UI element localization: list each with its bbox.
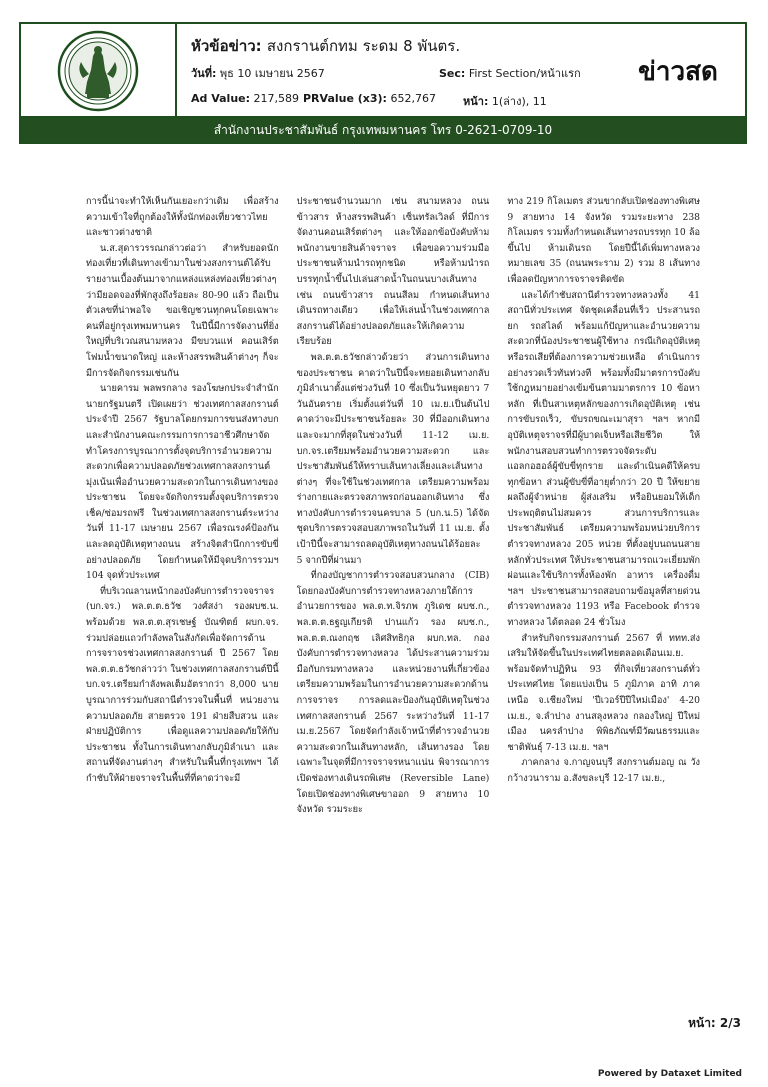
office-contact-bar: สำนักงานประชาสัมพันธ์ กรุงเทพมหานคร โทร 0-2621-0709-10 (21, 116, 745, 142)
clipping-meta (191, 28, 611, 118)
paragraph: นายคารม พลพรกลาง รองโฆษกประจำสำนักนายกรัฐมนตรี เปิดเผยว่า ช่วงเทศกาลสงกรานต์ประจำปี 2567 รัฐบาลโดยกรมการขนส่งทางบกและสำนักงานคณะกรรมการการอาชีวศึกษาจัดทำโครงการบูรณาการตั้งจุดบริการอำนวยความสะดวกเพื่อความปลอดภัยช่วงเทศกาลสงกรานต์ มุ่งเน้นเพื่ออำนวยความสะดวกในการเดินทางของประชาชน โดยจะจัดกิจกรรมตั้งจุดบริการตรวจเช็ค/ซ่อมรถฟรี ในช่วงเทศกาลสงกรานต์ระหว่างวันที่ 11-17 เมษายน 2567 เพื่อรณรงค์ป้องกันและลดอุบัติเหตุทางถนน สร้างจิตสำนึกการขับขี่อย่างปลอดภัย โดยกำหนดให้มีจุดบริการรวมฯ 104 จุดทั่วประเทศ (86, 383, 279, 582)
pr-value: 652,767 (390, 92, 436, 105)
ad-value-label: Ad Value: (191, 92, 251, 105)
title-label: หัวข้อข่าว: (191, 37, 262, 55)
article-column-1 (86, 194, 279, 986)
ad-value: 217,589 (253, 92, 300, 105)
article-column-3 (507, 194, 700, 986)
date-row (191, 64, 325, 82)
article-column-2 (297, 194, 490, 986)
page-value: 1(ล่าง), 11 (491, 95, 547, 108)
page-indicator: หน้า: 2/3 (688, 1016, 741, 1030)
paragraph: ทาง 219 กิโลเมตร ส่วนขากลับเปิดช่องทางพิเศษ 9 สายทาง 14 จังหวัด รวมระยะทาง 238 กิโลเมตร รวมทั้งกำหนดเส้นทางรถบรรทุก 10 ล้อขึ้นไป ห้ามเดินรถ โดยปีนี้ได้เพิ่มทางหลวงหมายเลข 35 (ถนนพระราม 2) รวม 8 เส้นทาง เพื่อลดปัญหาการจราจรติดขัด (507, 196, 701, 285)
title-value: สงกรานต์กทม ระดม 8 พันตร. (266, 37, 461, 55)
article-body (86, 194, 700, 986)
powered-by-credit: Powered by Dataxet Limited (597, 1069, 742, 1079)
paragraph: ประชาชนจำนวนมาก เช่น สนามหลวง ถนนข้าวสาร ห้างสรรพสินค้า เซ็นทรัลเวิลด์ ที่มีการจัดงานคอนเสิร์ตต่างๆ และให้ออกข้อบังคับห้ามพนักงานขายสินค้าจราจร เพื่อขอความร่วมมือประชาชนห้ามนำรถทุกชนิด หรือห้ามนำรถบรรทุกน้ำขึ้นไปเล่นสาดน้ำในถนนบางเส้นทาง เช่น ถนนข้าวสาร ถนนสีลม กำหนดเส้นทางเดินรถทางเดียว เพื่อให้เล่นน้ำในช่วงเทศกาลสงกรานต์ได้อย่างปลอดภัยและให้เกิดความเรียบร้อย (296, 196, 490, 348)
date-label: วันที่: (191, 67, 217, 80)
bangkok-city-seal-icon (57, 30, 139, 112)
page-row (463, 92, 547, 110)
section-row (439, 64, 581, 82)
logo-cell (21, 24, 177, 118)
pr-value-label: PRValue (x3): (303, 92, 387, 105)
paragraph: ภาคกลาง จ.กาญจนบุรี สงกรานต์มอญ ณ วังกว้างวนาราม อ.สังขละบุรี 12-17 เม.ย., (507, 757, 701, 784)
page-label: หน้า: (463, 95, 489, 108)
paragraph: ที่บริเวณลานหน้ากองบังคับการตำรวจจราจร (บก.จร.) พล.ต.ต.ธวัช วงศ์สง่า รองผบช.น. พร้อมด้วย พล.ต.ต.สุรเชษฐ์ บัณฑิตย์ ผบก.จร. ร่วมปล่อยแถวกำลังพลในสังกัดเพื่อจัดการด้านการจราจรช่วงเทศกาลสงกรานต์ ปี 2567 โดย พล.ต.ต.ธวัชกล่าวว่า ในช่วงเทศกาลสงกรานต์ปีนี้ บก.จร.เตรียมกำลังพลเต็มอัตรากว่า 8,000 นาย บูรณาการร่วมกับสถานีตำรวจในพื้นที่ หน่วยงานความปลอดภัย สายตรวจ 191 ฝ่ายสืบสวน และฝ่ายปฏิบัติการ เพื่อดูแลความปลอดภัยให้กับประชาชน ทั้งในการเดินทางกลับภูมิลำเนา และสถานที่จัดงานต่างๆ สำหรับในพื้นที่กรุงเทพฯ ได้กำชับให้ฝ่ายจราจรในพื้นที่ที่คาดว่าจะมี (86, 585, 279, 784)
paragraph: พล.ต.ต.ธวัชกล่าวด้วยว่า ส่วนการเดินทางของประชาชน คาดว่าในปีนี้จะทยอยเดินทางกลับภูมิลำเนาตั้งแต่ช่วงวันที่ 10 ซึ่งเป็นวันหยุดยาว 7 วันอันตราย เริ่มตั้งแต่วันที่ 10 เม.ย.เป็นต้นไป คาดว่าจะมีประชาชนร้อยละ 30 ที่มีออกเดินทาง และจะมากที่สุดในช่วงวันที่ 11-12 เม.ย. บก.จร.เตรียมพร้อมอำนวยความสะดวก และประชาสัมพันธ์ให้ทราบเส้นทางเลี่ยงและเส้นทางต่างๆ ที่จะใช้ในช่วงเทศกาล เตรียมความพร้อมร่างกายและตรวจสภาพรถก่อนออกเดินทาง ซึ่งทางบังคับการตำรวจนครบาล 5 (บก.น.5) ได้จัดชุดบริการตรวจสอบสภาพรถในวันที่ 11 เม.ย. ตั้งเป้าปีนี้จะสามารถลดอุบัติเหตุทางถนนได้ร้อยละ 5 จากปีที่ผ่านมา (296, 351, 490, 566)
section-label: Sec: (439, 67, 466, 80)
paragraph: การนี้น่าจะทำให้เห็นกันเยอะกว่าเดิม เพื่อสร้างความเข้าใจที่ถูกต้องให้ทั้งนักท่องเที่ยวชาวไทยและชาวต่างชาติ (86, 196, 279, 239)
ad-value-row (191, 92, 299, 105)
news-title (191, 34, 460, 58)
date-value: พุธ 10 เมษายน 2567 (219, 67, 325, 80)
clipping-header (19, 22, 747, 144)
paragraph: สำหรับกิจกรรมสงกรานต์ 2567 ที่ ททท.ส่งเสริมให้จัดขึ้นในประเทศไทยตลอดเดือนเม.ย. พร้อมจัดทำปฏิทิน 93 ที่กิจเที่ยวสงกรานต์ทั่วประเทศไทย โดยแบ่งเป็น 5 ภูมิภาค อาทิ ภาคเหนือ จ.เชียงใหม่ 'ปีเวอร์ปีปีใหม่เมือง' 4-20 เม.ย., จ.ลำปาง งานสลุงหลวง กลองใหญ่ ปีใหม่เมือง นครลำปาง พิพิธภัณฑ์มีวัฒนธรรมและชาติพันธุ์ 7-13 เม.ย. ฯลฯ (507, 632, 701, 753)
news-type-badge: ข่าวสด (638, 56, 718, 87)
pr-value-row (303, 92, 436, 105)
paragraph: ที่กองบัญชาการตำรวจสอบสวนกลาง (CIB) โดยกองบังคับการตำรวจทางหลวงภายใต้การอำนวยการของ พล.ต.ท.จิรภพ ภูริเดช ผบช.ก., พล.ต.ต.ธฐญเกียรติ ปานแก้ว รอง ผบช.ก., พล.ต.ต.ณงกฤช เลิศสิทธิกุล ผบก.ทล. กองบังคับการตำรวจทางหลวง ได้ประสานความร่วมมือกับกรมทางหลวง และหน่วยงานที่เกี่ยวข้องเตรียมความพร้อมในการอำนวยความสะดวกด้านการจราจร การลดและป้องกันอุบัติเหตุในช่วงเทศกาลสงกรานต์ 2567 ระหว่างวันที่ 11-17 เม.ย.2567 โดยจัดกำลังเจ้าหน้าที่ตำรวจอำนวยความสะดวกในเส้นทางหลัก, เส้นทางรอง โดยเฉพาะในจุดที่มีการจราจรหนาแน่น พิจารณาการเปิดช่องทางเดินรถพิเศษ (Reversible Lane) โดยเปิดช่องทางพิเศษขาออก 9 สายทาง 10 จังหวัด รวมระยะ (296, 570, 490, 816)
section-value: First Section/หน้าแรก (468, 67, 581, 80)
paragraph: และได้กำชับสถานีตำรวจทางหลวงทั้ง 41 สถานีทั่วประเทศ จัดชุดเคลื่อนที่เร็ว ประสานรถยก รถสไลด์ พร้อมแก้ปัญหาและอำนวยความสะดวกที่น้องประชาชนผู้ใช้ทาง กรณีเกิดอุบัติเหตุหรือรถเสียที่ต้องการความช่วยเหลือ ดำเนินการอย่างรวดเร็วทันท่วงที พร้อมทั้งมีมาตรการบังคับใช้กฎหมายอย่างเข้มข้นตามมาตรการ 10 ข้อหาหลัก ที่เป็นสาเหตุหลักของการเกิดอุบัติเหตุ เช่น การขับรถเร็ว, ขับรถขณะเมาสุรา ฯลฯ หากมีอุบัติเหตุจราจรที่มีผู้บาดเจ็บหรือเสียชีวิต ให้พนักงานสอบสวนทำการตรวจจัดระดับแอลกอฮอล์ผู้ขับขี่ทุกราย และดำเนินคดีให้ครบทุกข้อหา ส่วนผู้ขับขี่ที่อายุต่ำกว่า 20 ปี ให้ขยายผลถึงผู้จำหน่าย ผู้ส่งเสริม หรือยินยอมให้เด็กประพฤติตนไม่สมควร ส่วนการบริการและประชาสัมพันธ์ เตรียมความพร้อมหน่วยบริการตำรวจทางหลวง 205 หน่วย ที่ตั้งอยู่บนถนนสายหลักทั่วประเทศ ให้ประชาชนสามารถแวะเยี่ยมพักผ่อนและใช้บริการทั้งห้องพัก อาหาร เครื่องดื่ม ฯลฯ ประชาชนสามารถสอบถามข้อมูลที่สายด่วนตำรวจทางหลวง 1193 หรือ Facebook ตำรวจทางหลวง ได้ตลอด 24 ชั่วโมง (507, 289, 701, 629)
paragraph: น.ส.สุดารวรรณกล่าวต่อว่า สำหรับยอดนักท่องเที่ยวที่เดินทางเข้ามาในช่วงสงกรานต์ได้รับรายงานเบื้องต้นมาจากแหล่งแหล่งท่องเที่ยวต่างๆ ว่ามียอดจองที่พักสูงถึงร้อยละ 80-90 แล้ว ถือเป็นตัวเลขที่น่าพอใจ ขอเชิญชวนทุกคนโดยเฉพาะคนที่อยู่กรุงเทพมหานคร ในปีนี้มีการจัดงานที่ยิ่งใหญ่ที่บริเวณสนามหลวง มีขบวนแห่ คอนเสิร์ต โฟมน้ำขนาดใหญ่ และห้างสรรพสินค้าต่างๆ ก็จะมีการจัดกิจกรรมเช่นกัน (86, 242, 279, 379)
